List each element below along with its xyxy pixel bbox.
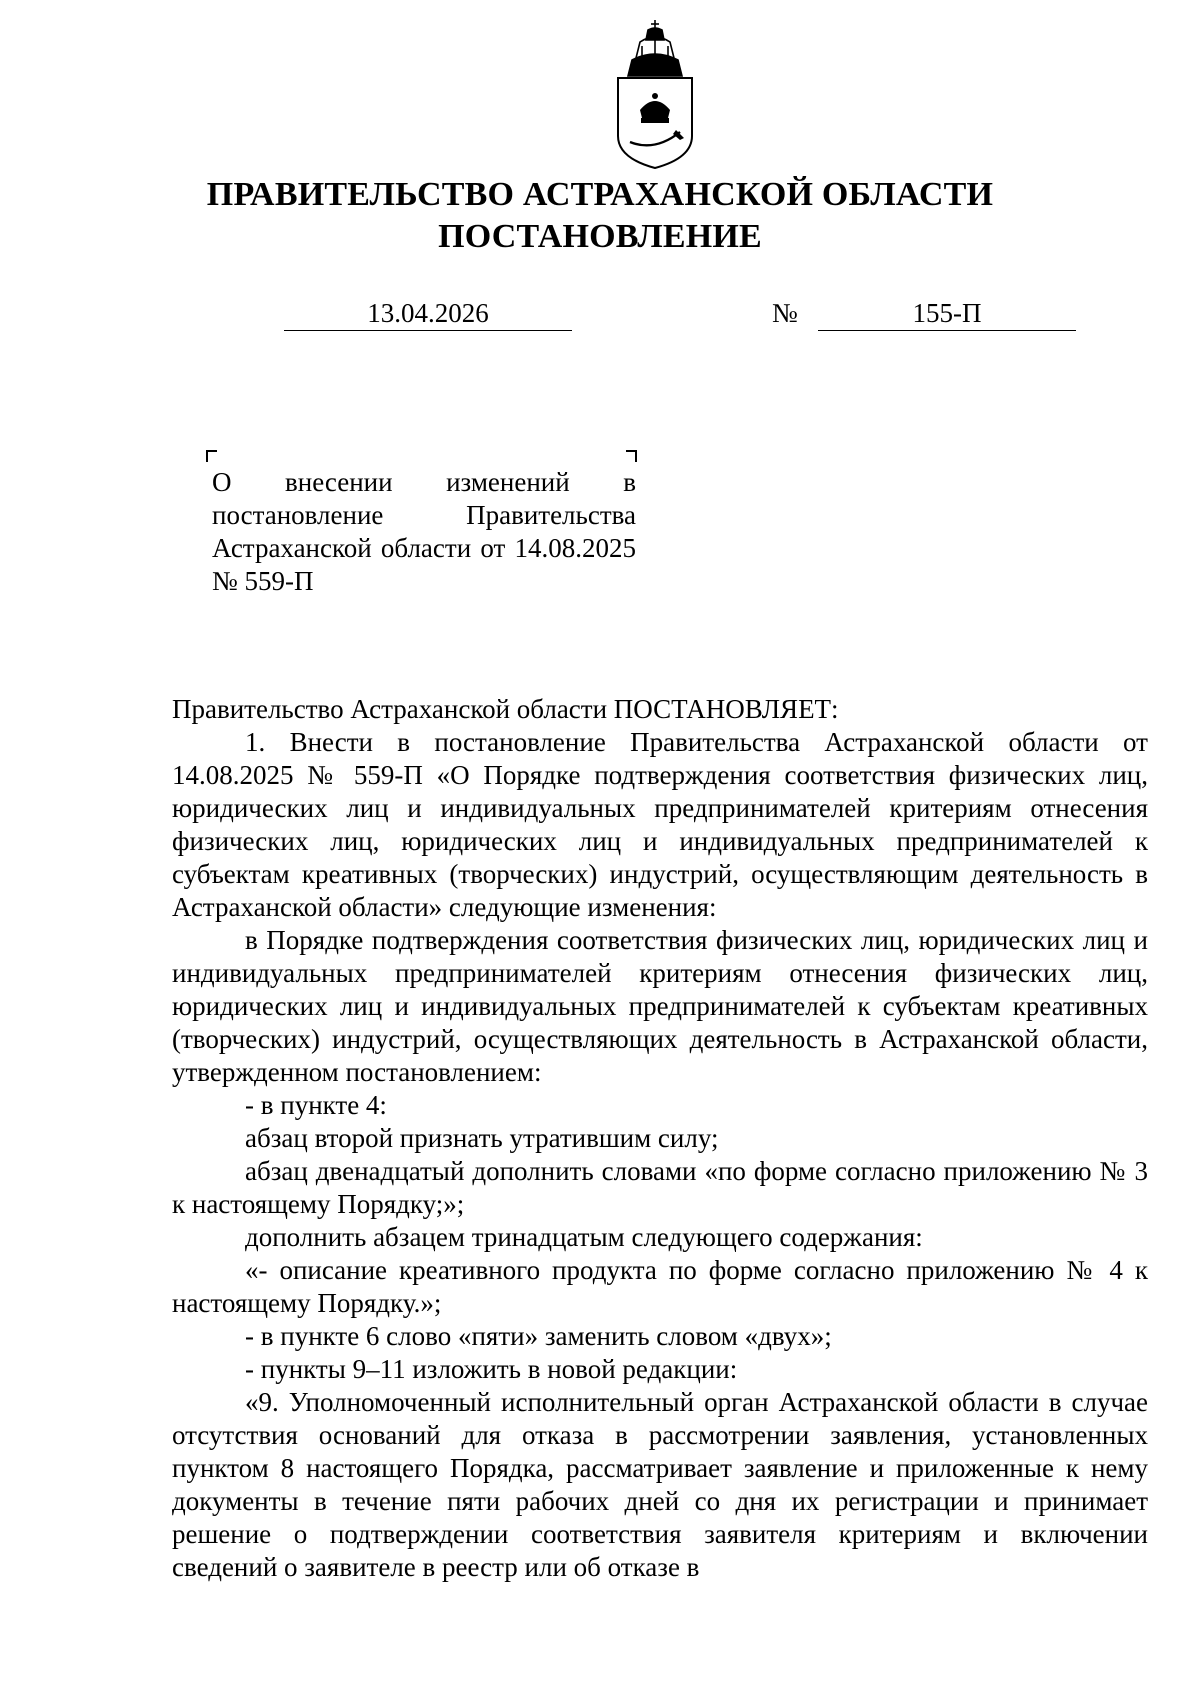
document-date: 13.04.2026 (284, 296, 572, 331)
body-paragraph: 1. Внести в постановление Правительства Астраханской области от 14.08.2025 № 559-П «О Порядке подтверждения соответствия физических лиц, юридических лиц и индивидуальных предпринимателей критериям отнесения физических лиц, юридических лиц и индивидуальных предпринимателей к субъектам креативных (творческих) индустрий, осуществляющим деятельность в Астраханской области» следующие изменения: (172, 727, 1148, 922)
document-body (172, 693, 1148, 1584)
number-sign: № (772, 298, 798, 328)
body-paragraph: абзац двенадцатый дополнить словами «по форме согласно приложению № 3 к настоящему Порядку;»; (172, 1156, 1148, 1219)
body-paragraph: абзац второй признать утратившим силу; (245, 1123, 719, 1153)
subject-bracket-right (626, 450, 637, 462)
organization-title: ПРАВИТЕЛЬСТВО АСТРАХАНСКОЙ ОБЛАСТИ (206, 176, 994, 213)
document-type: ПОСТАНОВЛЕНИЕ (438, 218, 762, 255)
coat-of-arms-icon (610, 18, 700, 170)
document-subject: О внесении изменений в постановление Правительства Астраханской области от 14.08.2025 № 559-П (212, 467, 636, 596)
body-paragraph: дополнить абзацем тринадцатым следующего содержания: (245, 1222, 923, 1252)
document-number: 155-П (818, 296, 1076, 331)
body-paragraph: - в пункте 4: (245, 1090, 387, 1120)
subject-bracket-left (206, 450, 217, 462)
body-paragraph: «- описание креативного продукта по форме согласно приложению № 4 к настоящему Порядку.»; (172, 1255, 1148, 1318)
body-paragraph: «9. Уполномоченный исполнительный орган Астраханской области в случае отсутствия оснований для отказа в рассмотрении заявления, установленных пунктом 8 настоящего Порядка, рассматривает заявление и приложенные к нему документы в течение пяти рабочих дней со дня их регистрации и принимает решение о подтверждении соответствия заявителя критериям и включении сведений о заявителе в реестр или об отказе в (172, 1387, 1148, 1582)
body-paragraph: в Порядке подтверждения соответствия физических лиц, юридических лиц и индивидуальных предпринимателей критериям отнесения физических лиц, юридических лиц и индивидуальных предпринимателей к субъектам креативных (творческих) индустрий, осуществляющих деятельность в Астраханской области, утвержденном постановлением: (172, 925, 1148, 1087)
body-paragraph: - пункты 9–11 изложить в новой редакции: (245, 1354, 738, 1384)
body-paragraph: - в пункте 6 слово «пяти» заменить словом «двух»; (245, 1321, 832, 1351)
decree-lead: Правительство Астраханской области ПОСТАНОВЛЯЕТ: (172, 694, 839, 724)
